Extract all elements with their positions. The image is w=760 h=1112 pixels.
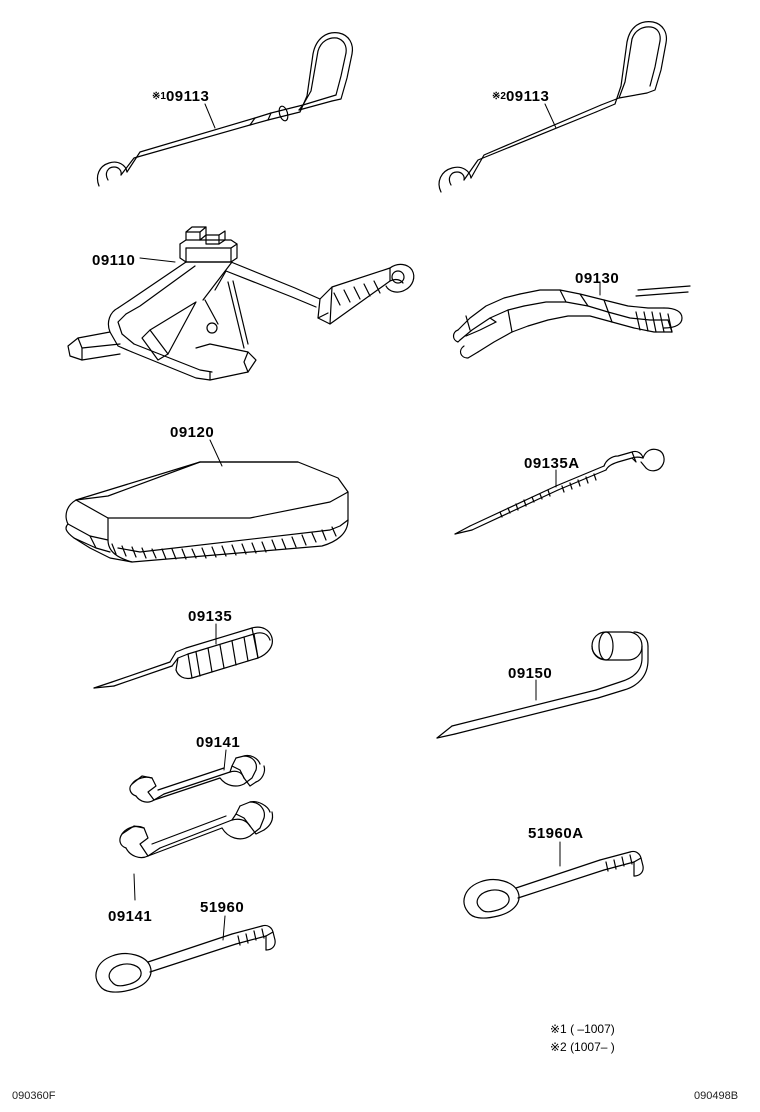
part-09113-early bbox=[97, 33, 352, 186]
part-09135-screwdriver bbox=[94, 627, 272, 688]
part-label-09135: 09135 bbox=[188, 608, 233, 625]
part-label-09135A: 09135A bbox=[524, 455, 580, 472]
part-label-09113-early bbox=[152, 88, 209, 105]
part-label-51960: 51960 bbox=[200, 899, 245, 916]
part-label-09120: 09120 bbox=[170, 424, 215, 441]
footnote-2: ※2 (1007– ) bbox=[550, 1040, 615, 1054]
part-label-09141-lower: 09141 bbox=[108, 908, 153, 925]
part-label-09110: 09110 bbox=[92, 252, 136, 269]
part-label-51960A: 51960A bbox=[528, 825, 584, 842]
part-51960-hook bbox=[96, 925, 275, 992]
part-09130-pliers bbox=[454, 286, 691, 358]
part-number-text: 09113 bbox=[505, 88, 550, 105]
part-label-09150: 09150 bbox=[508, 665, 553, 682]
footnote-1: ※1 ( –1007) bbox=[550, 1022, 615, 1036]
footnote-mark-2: ※2 bbox=[492, 91, 506, 102]
footnote-mark-1: ※1 bbox=[152, 91, 166, 102]
sheet-code-left: 090360F bbox=[12, 1090, 56, 1102]
part-09110-jack bbox=[68, 227, 414, 380]
part-09113-late bbox=[439, 22, 666, 192]
part-09120-bag bbox=[66, 462, 348, 562]
part-09141-wrench-upper bbox=[130, 755, 265, 802]
part-51960A-hook bbox=[464, 851, 643, 918]
sheet-code-right: 090498B bbox=[694, 1090, 739, 1102]
part-09150-wrench bbox=[437, 632, 648, 738]
part-09141-wrench-lower bbox=[120, 802, 273, 858]
part-label-09141-upper: 09141 bbox=[196, 734, 241, 751]
part-number-text: 09113 bbox=[165, 88, 210, 105]
part-label-09130: 09130 bbox=[575, 270, 620, 287]
part-label-09113-late bbox=[492, 88, 549, 105]
